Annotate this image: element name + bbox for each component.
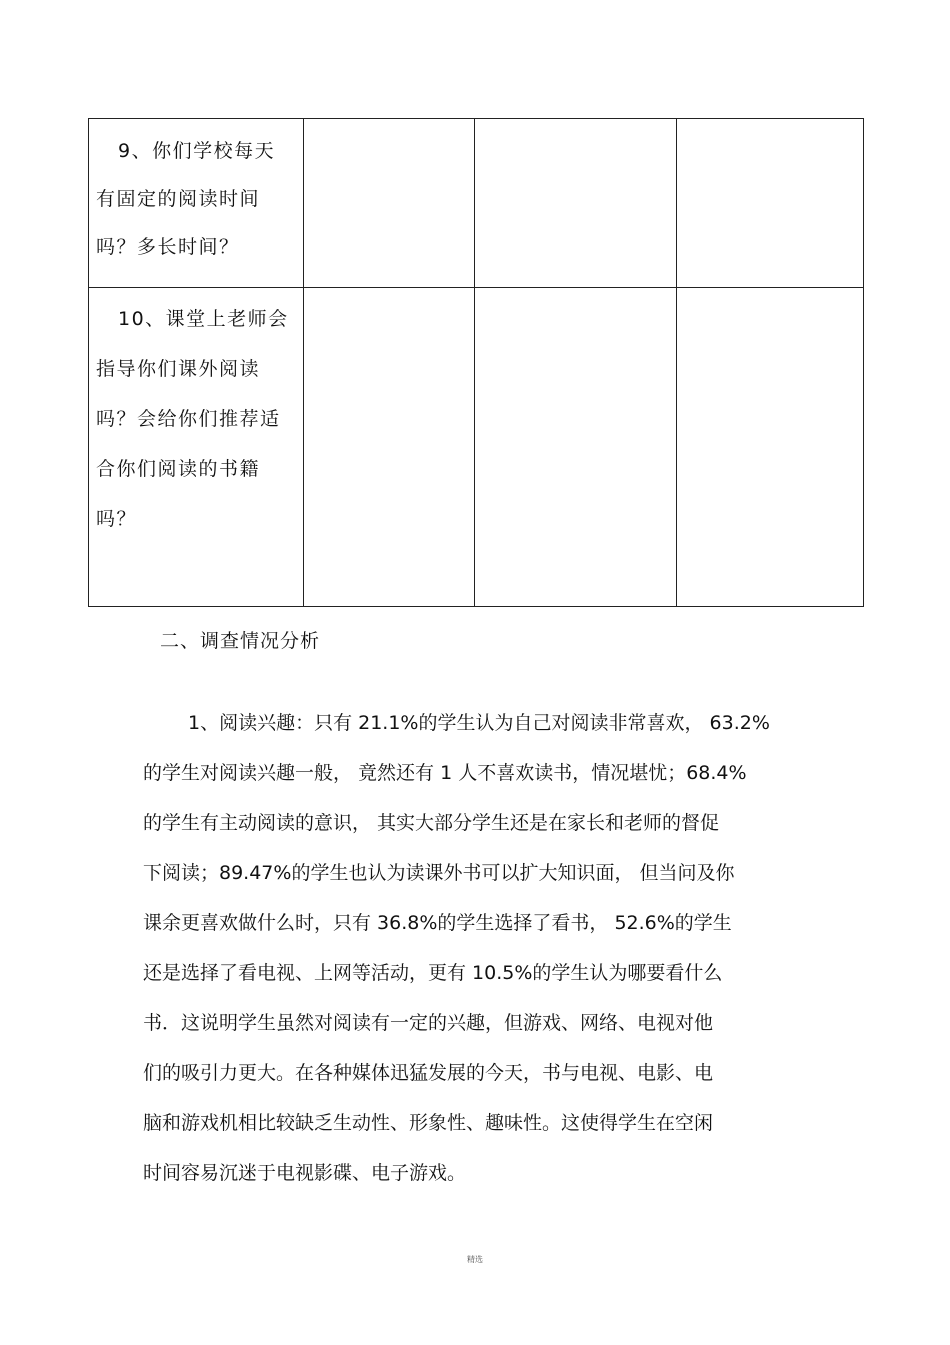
paragraph-line: 们的吸引力更大。在各种媒体迅猛发展的今天，书与电视、电影、电	[143, 1062, 714, 1084]
paragraph-line: 脑和游戏机相比较缺乏生动性、形象性、趣味性。这使得学生在空闲	[143, 1112, 714, 1134]
paragraph-line: 课余更喜欢做什么时，只有 36.8%的学生选择了看书， 52.6%的学生	[143, 912, 732, 934]
answer-cell	[304, 119, 475, 288]
footer-mark: 精选	[467, 1255, 483, 1264]
answer-cell	[475, 288, 676, 607]
paragraph-line: 书．这说明学生虽然对阅读有一定的兴趣，但游戏、网络、电视对他	[143, 1012, 714, 1034]
question-cell	[89, 288, 304, 607]
answer-cell	[676, 288, 863, 607]
question-text: 9、你们学校每天有固定的阅读时间吗？多长时间？	[96, 140, 276, 258]
paragraph-line: 还是选择了看电视、上网等活动，更有 10.5%的学生认为哪要看什么	[143, 962, 723, 984]
paragraph-line: 的学生有主动阅读的意识， 其实大部分学生还是在家长和老师的督促	[143, 812, 720, 834]
question-text: 10、课堂上老师会指导你们课外阅读吗？会给你们推荐适合你们阅读的书籍吗？	[96, 308, 289, 530]
table-row	[89, 119, 864, 288]
answer-cell	[475, 119, 676, 288]
survey-table	[88, 118, 864, 607]
table-row	[89, 288, 864, 607]
paragraph-line: 时间容易沉迷于电视影碟、电子游戏。	[143, 1162, 467, 1184]
analysis-paragraph	[143, 698, 823, 1198]
answer-cell	[304, 288, 475, 607]
paragraph-line: 的学生对阅读兴趣一般， 竟然还有 1 人不喜欢读书，情况堪忧；68.4%	[143, 762, 747, 784]
paragraph-line: 下阅读；89.47%的学生也认为读课外书可以扩大知识面， 但当问及你	[143, 862, 735, 884]
section-heading: 二、调查情况分析	[160, 630, 321, 652]
paragraph-line: 1、阅读兴趣：只有 21.1%的学生认为自己对阅读非常喜欢， 63.2%	[188, 712, 770, 734]
question-cell	[89, 119, 304, 288]
answer-cell	[676, 119, 863, 288]
